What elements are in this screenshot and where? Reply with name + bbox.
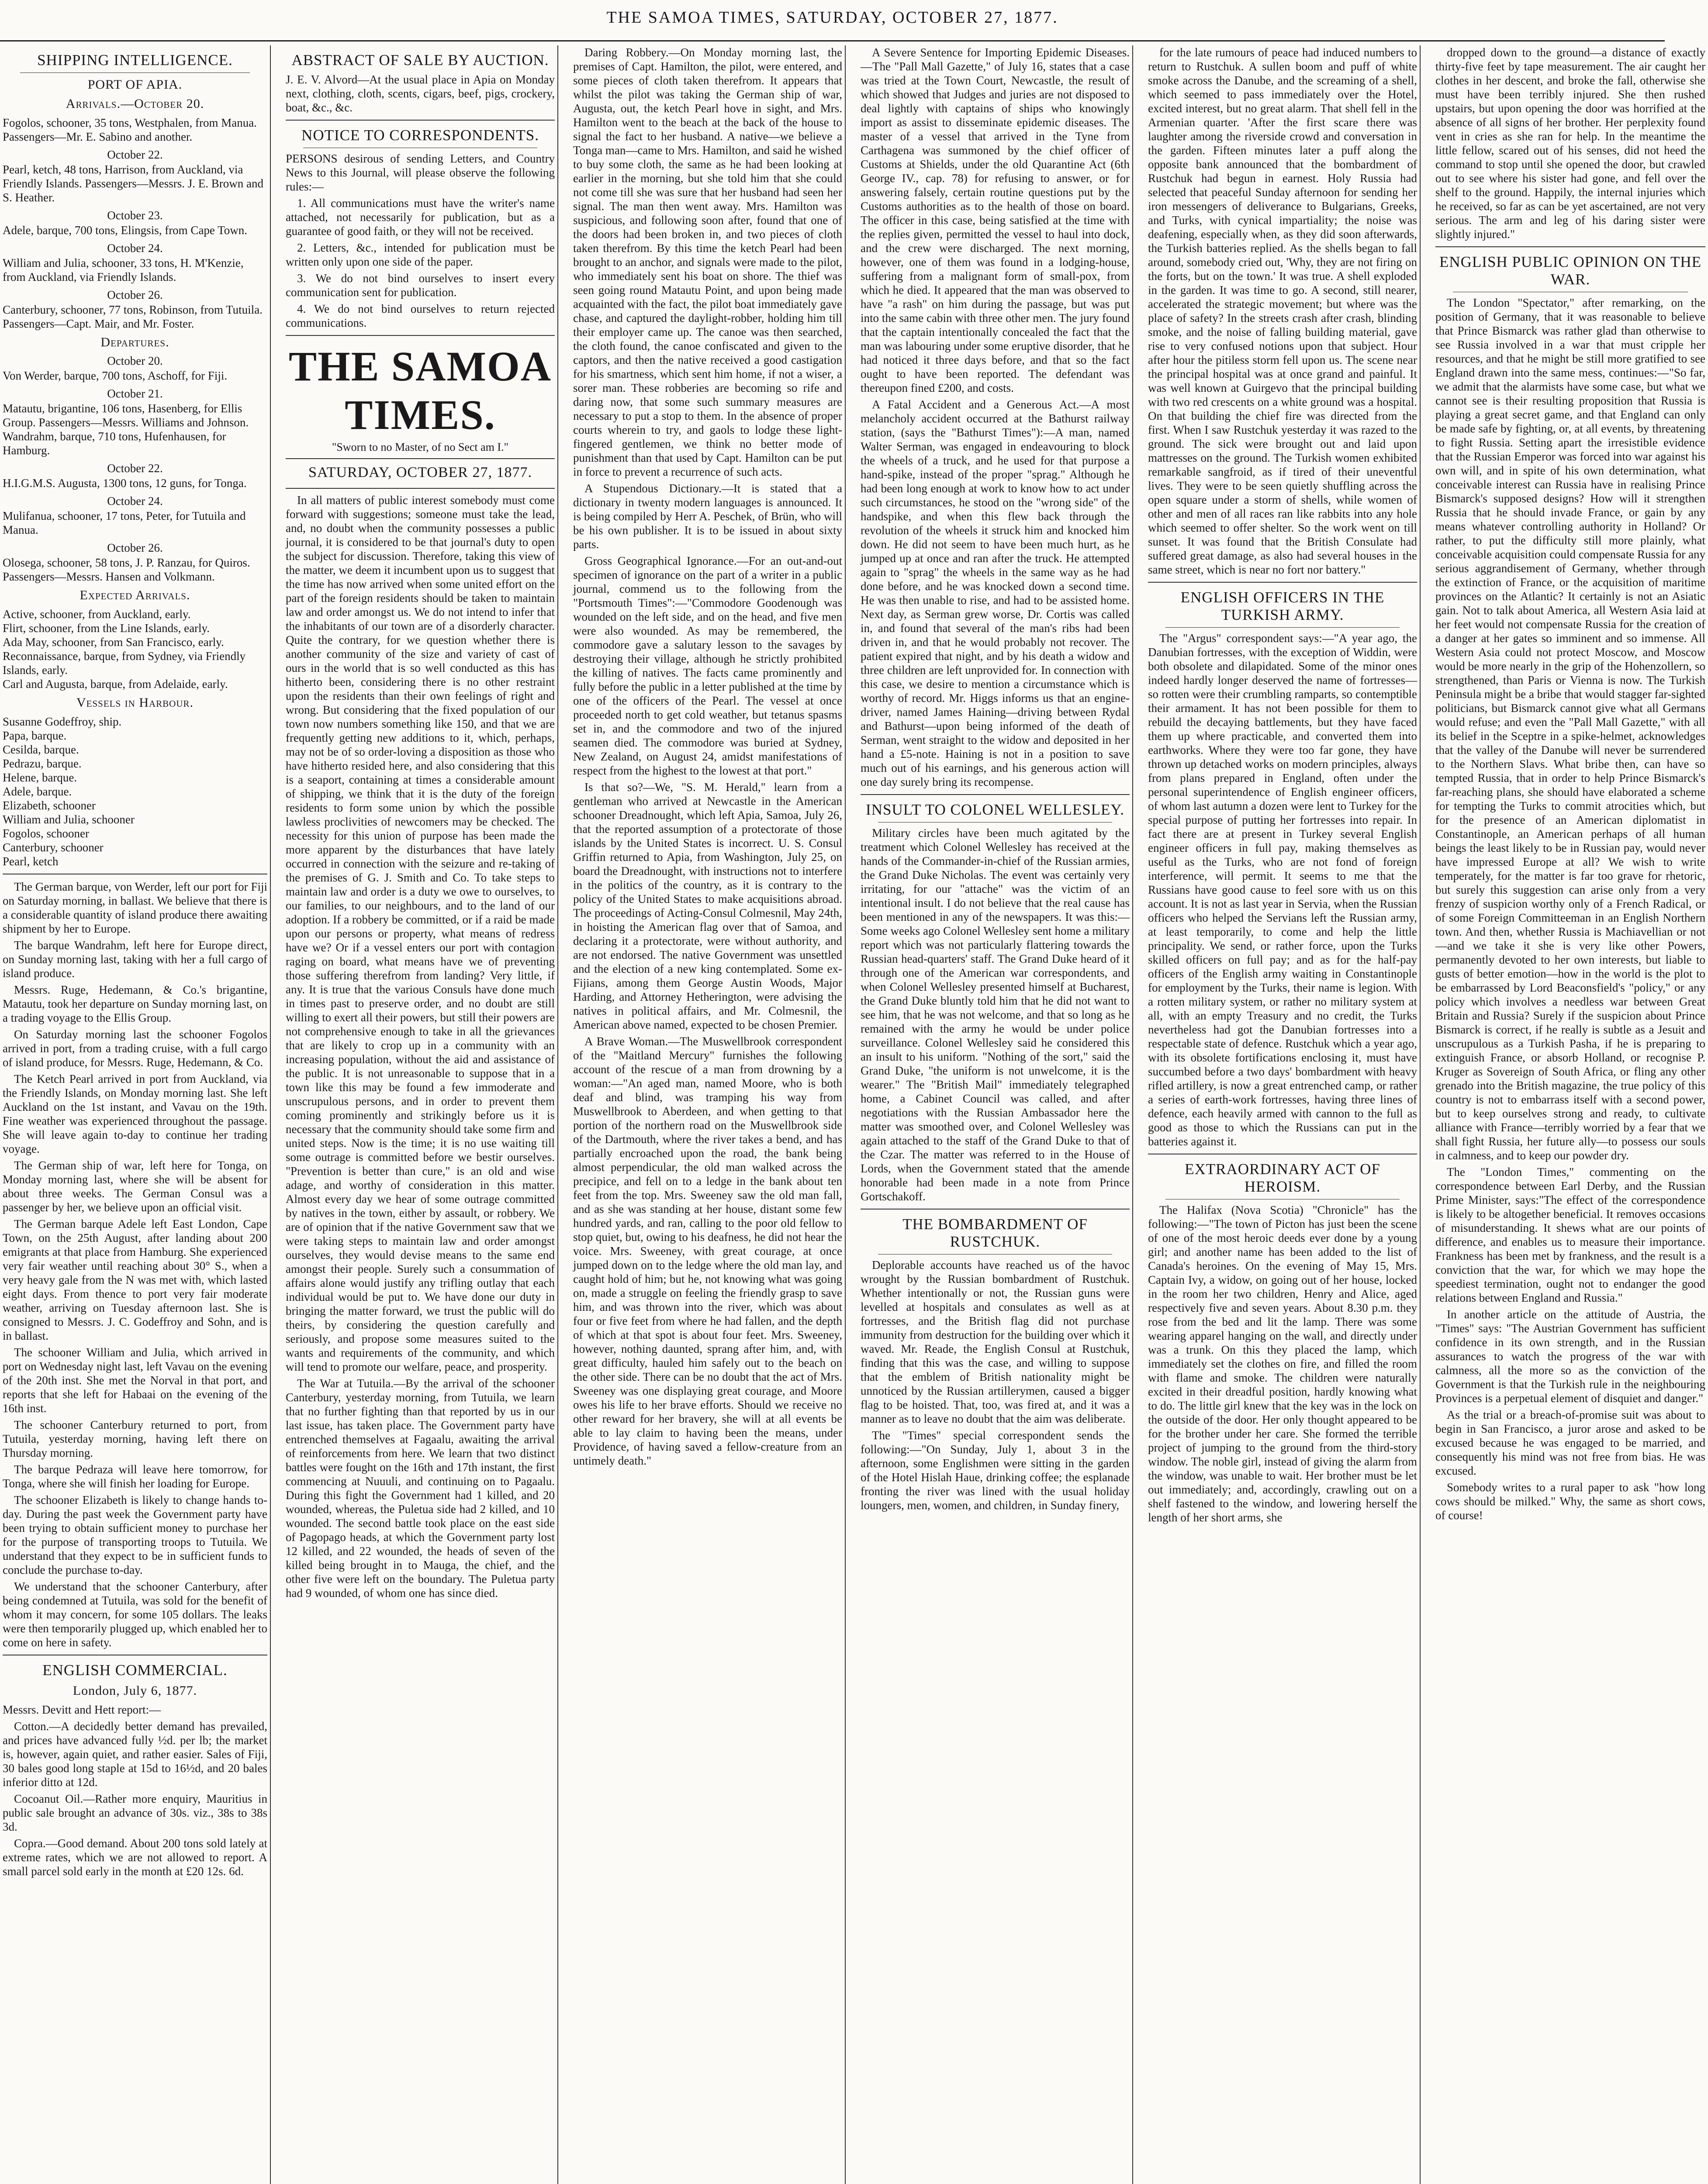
running-title: THE SAMOA TIMES, SATURDAY, OCTOBER 27, 1877.: [606, 8, 1058, 27]
column-5-articles: [1148, 45, 1417, 577]
arrival-entry: Canterbury, schooner, 77 tons, Robinson, from Tutuila. Passengers—Capt. Mair, and Mr. Foster.: [3, 303, 263, 330]
insult-article: [861, 826, 1130, 1203]
harbour-entry: Fogolos, schooner: [3, 827, 89, 840]
article-paragraph: Somebody writes to a rural paper to ask "how long cows should be milked." Why, the same as short cows, of course!: [1435, 1481, 1705, 1522]
harbour-list: [3, 715, 267, 868]
commercial-title: ENGLISH COMMERCIAL.: [42, 1662, 228, 1679]
article-paragraph: Gross Geographical Ignorance.—For an out-and-out specimen of ignorance on the part of a writer in a public journal, commend us to the following from the "Portsmouth Times":—"Commodore Goodenough was wounded on the left side, and on the head, and five men were also wounded. As may be remembered, the commodore gave a salutary lesson to the savages by destroying their village, although he strictly prohibited the killing of natives. The facts came prominently and fully before the public in a letter published at the time by one of the officers of the Pearl. The vessel at once proceeded north to get cold weather, but tetanus spasms set in, and the commodore and two of the injured seamen died. The commodore was buried at Sydney, New Zealand, on August 24, amidst manifestations of respect from the highest to the lowest at that port.": [573, 554, 842, 777]
article-paragraph: dropped down to the ground—a distance of exactly thirty-five feet by tape measurement. The air caught her clothes in her descent, and broke the fall, otherwise she must have been terribly injured. She then rushed upstairs, but upon opening the door was horrified at the absence of all signs of her brother. Her perplexity found vent in cries as she ran for help. In the meantime the little fellow, scared out of his senses, did not heed the command to stop until she opened the door, but crawled out to see where his sister had gone, and fell over the shelf to the ground. Happily, the internal injuries which he received, so far as can be yet ascertained, are not very serious. The arm and leg of his daring sister were slightly injured.": [1435, 46, 1705, 241]
expected-list: [3, 607, 267, 691]
news-paragraph: The barque Wandrahm, left here for Europe direct, on Sunday morning last, taking with her a full cargo of island produce.: [3, 939, 267, 980]
shipping-title: SHIPPING INTELLIGENCE.: [37, 52, 233, 69]
article-paragraph: for the late rumours of peace had induced numbers to return to Rustchuk. A sullen boom and puff of white smoke across the Danube, and the screaming of a shell, which seemed to pass immediately over the Hotel, excited interest, but no great alarm. That shell fell in the Armenian quarter. 'After the first scare there was laughter among the riverside crowd and conversation in the garden. Fifteen minutes later a puff along the opposite bank announced that the bombardment of Rustchuk had begun in earnest. Holy Russia had selected that peaceful Sunday afternoon for sending her iron messengers of deliverance to Bulgarians, Greeks, and Turks, with cynical impartiality; the noise was deafening, especially when, as they did soon afterwards, the Turkish batteries replied. As the shells began to fall around, somebody cried out, 'Why, they are not firing on the forts, but on the town.' It was true. A shell exploded in the garden. It was time to go. A second, still nearer, accelerated the strategic movement; but where was the place of safety? In the streets crash after crash, blinding smoke, and the noise of falling building material, gave rise to very confused notions upon that subject. Hour after hour the pitiless storm fell upon us. The scene near the principal hospital was at once grand and painful. It was well known at Guirgevo that the principal building with two red crescents on a white ground was a hospital. On that building the chief fire was directed from the first. When I saw Rustchuk yesterday it was razed to the ground. The sick were brought out and laid upon mattresses on the ground. The Turkish women exhibited remarkable sangfroid, as if tired of their uneventful lives. They were to be seen quietly shuffling across the open square under a storm of shells, while women of other and men of all races ran like rabbits into any hole which seemed to offer shelter. So the work went on till sunset. It was found that the British Consulate had suffered great damage, as also had several houses in the same street, which is near no fort nor battery.": [1148, 46, 1417, 576]
shipping-news: [3, 880, 267, 1649]
edition-date: SATURDAY, OCTOBER 27, 1877.: [308, 464, 532, 480]
article-paragraph: A Brave Woman.—The Muswellbrook correspondent of the "Maitland Mercury" furnishes the following account of the rescue of a man from drowning by a woman:—"An aged man, named Moore, who is both deaf and blind, was tramping his way from Muswellbrook to Aberdeen, and when getting to that portion of the northern road on the Muswellbrook side of the Dartmouth, where the river takes a bend, and has partially encroached upon the road, the bank being almost perpendicular, the old man walked across the precipice, and fell on to a ledge in the bank about ten feet from the top. Mrs. Sweeney saw the old man fall, and as she was standing at her house, distant some few hundred yards, and ran, calling to the poor old fellow to stop quiet, but, owing to his deafness, he did not hear the voice. Mrs. Sweeney, with great courage, at once jumped down on to the ledge where the old man lay, and caught hold of him; but he, not knowing what was going on, made a struggle on feeling the friendly grasp to save him, and was thrown into the river, which was about four or five feet from where he had fallen, and the depth of which at that spot is about four feet. Mrs. Sweeney, however, nothing daunted, sprang after him, and, with great difficulty, hauled him safely out to the beach on the other side. There can be no doubt that the act of Mrs. Sweeney was one displaying great courage, and Moore owes his life to her brave efforts. Should we receive no other reward for her bravery, she will at all events be able to lay claim to having been the means, under Providence, of having saved a fellow-creature from an untimely death.": [573, 1035, 842, 1467]
harbour-entry: Elizabeth, schooner: [3, 799, 96, 812]
article-paragraph: A Stupendous Dictionary.—It is stated that a dictionary in twenty modern languages is announced. It is being compiled by Herr A. Peschek, of Brün, who will be his own publisher. It is to be issued in about sixty parts.: [573, 482, 842, 551]
divider: [1148, 582, 1417, 583]
column-4-articles: [861, 45, 1130, 789]
harbour-entry: Pedrazu, barque.: [3, 757, 82, 770]
notice-rule: 1. All communications must have the writer's name attached, not necessarily for publication, but as a guarantee of good faith, or they will not be received.: [286, 197, 555, 238]
insult-title: INSULT TO COLONEL WELLESLEY.: [866, 801, 1124, 818]
editorial-paragraph: In all matters of public interest somebody must come forward with suggestions; someone must take the lead, and, no doubt when the community possesses a public journal, it is considered to be that journal's duty to open the subject for discussion. Therefore, taking this view of the matter, we deem it incumbent upon us to suggest that the time has now arrived when some united effort on the part of the foreign residents should be taken to maintain law and order amongst us. We do not intend to infer that the inhabitants of our town are of a disorderly character. Quite the contrary, for we question whether there is another community of the size and variety of cast of ours in the world that is so well conducted as this has hitherto been, considering there is no other restraint upon the residents than their own feelings of right and wrong. But considering that the fixed population of our town now numbers something like 150, and that we are frequently getting new additions to it, which, perhaps, may not be of so order-loving a disposition as those who have hitherto resided here, and also considering that this is a seaport, containing at times a considerable amount of shipping, we think that it is the duty of the foreign residents to form some union by which the possible lawless proclivities of newcomers may be checked. The necessity for this union of purpose has been made the more apparent by the disturbances that have lately occurred in connection with the seizure and re-taking of the premises of G. J. Smith and Co. To take steps to maintain law and order is a duty we owe to ourselves, to our families, to our neighbours, and to the land of our adoption. If a robbery be committed, or if a raid be made upon our persons or property, what means of redress have we? Or if a vessel enters our port with contagion raging on board, what means have we of preventing those suffering therefrom from landing? Very little, if any. It is true that the various Consuls have done much in times past to preserve order, and no doubt are still willing to exert all their powers, but still their powers are not comprehensive enough to take in all the grievances that are likely to crop up in a community with an increasing population, without the aid and assistance of the public. It is not unreasonable to suppose that in a town like this may be found a few immoderate and unscrupulous persons, and in order to prevent them coming prominently and strikingly before us it is necessary that the community should take some firm and united steps. Now is the time; it is no use waiting till some outrage is committed before we bestir ourselves. "Prevention is better than cure," is an old and wise adage, and worthy of consideration in this matter. Almost every day we hear of some outrage committed by natives in the town, either by assault, or robbery. We are of opinion that if the native Government saw that we were taking steps to maintain law and order amongst ourselves, they would devise means to the same end amongst their people. Surely such a consummation of affairs alone would justify any trifling outlay that each individual would be put to. We have done our duty in bringing the matter forward, we trust the public will do theirs, by considering the question carefully and seriously, and propose some measures suited to the wants and requirements of the community, and which will tend to promote our welfare, peace, and prosperity.: [286, 494, 555, 1373]
expected-entry: Active, schooner, from Auckland, early.: [3, 608, 191, 621]
port-title: PORT OF APIA.: [87, 77, 183, 92]
opinion-title: ENGLISH PUBLIC OPINION ON THE WAR.: [1439, 253, 1701, 288]
notice-rules: [286, 196, 555, 330]
departure-entry: Matautu, brigantine, 106 tons, Hasenberg, for Ellis Group. Passengers—Messrs. Williams and Johnson.: [3, 402, 249, 429]
article-paragraph: Daring Robbery.—On Monday morning last, the premises of Capt. Hamilton, the pilot, were entered, and some pieces of cloth taken therefrom. It appears that whilst the pilot was taking the German ship of war, Augusta, out, the ketch Pearl hove in sight, and Mrs. Hamilton went to the beach at the back of the house to signal the fact to her husband. A native—we believe a Tonga man—came to Mrs. Hamilton, and said he wished to buy some cloth, the same as he had been looking at earlier in the morning, but she told him that she could not come till she was sure that her husband had seen her signal. The man then went away. Mrs. Hamilton was suspicious, and following soon after, found that one of the doors had been broken in, and two pieces of cloth taken therefrom. By this time the ketch Pearl had been brought to an anchor, and signals were made to the pilot, who immediately sent his boat on shore. The thief was seen going round Matautu Point, and upon being made acquainted with the fact, the pilot boat immediately gave chase, and captured the daylight-robber, holding him till their employer came up. The canoe was then searched, the cloth found, the canoe confiscated and given to the captors, and then the native received a good castigation for his smartness, which sent him home, if not a wiser, a sorer man. These robberies are becoming so rife and daring now, that some such summary measures are necessary to put a stop to them. In the absence of proper courts wherein to try, and gaols to lodge these light-fingered gentlemen, we think no better mode of punishment than that used by Capt. Hamilton can be put in force to prevent a recurrence of such acts.: [573, 46, 842, 478]
motto: "Sworn to no Master, of no Sect am I.": [332, 441, 509, 453]
article-paragraph: A Fatal Accident and a Generous Act.—A most melancholy accident occurred at the Bathurst railway station, (says the "Bathurst Times"):—A man, named Walter Serman, was engaged in endeavouring to block the wheels of a truck, and he used for that purpose a hand-spike, instead of the proper "sprag." Although he had been long enough at work to know how to act under such circumstances, he stood on the "wrong side" of the handspike, and when this flew back through the revolution of the wheels it struck him and knocked him down. He did not seem to have been much hurt, as he jumped up at once and ran after the truck. He attempted again to "sprag" the wheels in the same way as he had done before, and he was knocked down a second time. He was then unable to rise, and had to be assisted home. Next day, as Serman grew worse, Dr. Cortis was called in, and found that several of the man's ribs had been driven in, and that he would probably not recover. The patient expired that night, and by his death a widow and three children are left unprovided for. In connection with this case, we desire to mention a circumstance which is worthy of record. Mr. Higgs informs us that an engine-driver, named James Haining—driving between Rydal and Bathurst—upon being informed of the death of Serman, went straight to the widow and deposited in her hand a £5-note. Haining is not in a position to save much out of his earnings, and his generous action will one day surely bring its recompense.: [861, 398, 1130, 788]
news-paragraph: The German barque, von Werder, left our port for Fiji on Saturday morning, in ballast. We believe that there is a considerable quantity of island produce there awaiting shipment by her to Europe.: [3, 880, 267, 935]
news-paragraph: The schooner Canterbury returned to port, from Tutuila, yesterday morning, having left there on Thursday morning.: [3, 1418, 267, 1459]
divider: [1435, 246, 1705, 247]
arrivals-label: Arrivals.—October 20.: [66, 97, 204, 111]
divider: [286, 120, 555, 121]
arrival-entry: Adele, barque, 700 tons, Elingsis, from Cape Town.: [3, 224, 248, 237]
editorial: [286, 493, 555, 1600]
article-paragraph: The Halifax (Nova Scotia) "Chronicle" has the following:—"The town of Picton has just been the scene of one of the most heroic deeds ever done by a young girl; and another name has been added to the list of Canada's heroines. On the evening of May 15, Mrs. Captain Ivy, a widow, on going out of her house, locked in the room her two children, Henry and Alice, aged respectively five and seven years. About 8.30 p.m. they rose from the bed and lit the lamp. There was some wearing apparel hanging on the wall, and directly under was a trunk. On this they placed the lamp, which immediately set the clothes on fire, and filled the room with flame and smoke. The children were naturally excited in their dreadful position, hardly knowing what to do. The little girl knew that the key was in the lock on the outside of the door. Her only thought appeared to be for the brother under her care. She formed the terrible project of jumping to the ground from the third-story window. The noble girl, instead of giving the alarm from the window, was unable to wait. Her brother must be let out immediately; and, accordingly, crawling out on a shelf fastened to the window, and lowering herself the length of her short arms, she: [1148, 1203, 1417, 1524]
harbour-entry: Adele, barque.: [3, 785, 72, 798]
date-heading: October 22.: [107, 148, 163, 161]
expected-entry: Reconnaissance, barque, from Sydney, via Friendly Islands, early.: [3, 650, 246, 677]
officers-title: ENGLISH OFFICERS IN THE TURKISH ARMY.: [1180, 589, 1385, 623]
notice-rule: 2. Letters, &c., intended for publication must be written only upon one side of the paper.: [286, 241, 555, 268]
bombard-article: [861, 1258, 1130, 1512]
officers-article: [1148, 631, 1417, 1148]
departure-entry: Von Werder, barque, 700 tons, Aschoff, for Fiji.: [3, 369, 228, 382]
harbour-entry: William and Julia, schooner: [3, 813, 135, 826]
harbour-entry: Canterbury, schooner: [3, 841, 104, 854]
expected-entry: Ada May, schooner, from San Francisco, early.: [3, 636, 224, 649]
news-paragraph: The schooner William and Julia, which arrived in port on Wednesday night last, left Vavau on the evening of the 20th inst. She met the Norval in that port, and reports that she left for Habaai on the evening of the 16th inst.: [3, 1346, 267, 1415]
news-paragraph: The barque Pedraza will leave here tomorrow, for Tonga, where she will finish her loading for Europe.: [3, 1463, 267, 1490]
news-paragraph: Messrs. Ruge, Hedemann, & Co.'s brigantine, Matautu, took her departure on Sunday morning last, on a trading voyage to the Ellis Group.: [3, 983, 267, 1024]
harbour-entry: Susanne Godeffroy, ship.: [3, 715, 122, 728]
date-heading: October 26.: [107, 541, 163, 554]
sale-text: J. E. V. Alvord—At the usual place in Apia on Monday next, clothing, cloth, scents, cigars, beef, pigs, crockery, boat, &c., &c.: [286, 73, 555, 114]
editorial-paragraph: The War at Tutuila.—By the arrival of the schooner Canterbury, yesterday morning, from Tutuila, we learn that no further fighting than that reported by us in our last issue, has taken place. The Government party have entrenched themselves at Fagaalu, awaiting the arrival of reinforcements from here. We learn that two distinct battles were fought on the 16th and 17th instant, the first commencing at Nuuuli, and continuing on to Pagaalu. During this fight the Government had 1 killed, and 20 wounded, whereas, the Puletua side had 2 killed, and 10 wounded. The second battle took place on the east side of Pagopago heads, at which the Government party lost 12 killed, and 22 wounded, the heads of seven of the killed being brought in to Mauga, the chief, and the other five were left on the boundary. The Puletua party had 9 wounded, of whom one has since died.: [286, 1377, 555, 1600]
expected-entry: Carl and Augusta, barque, from Adelaide, early.: [3, 677, 228, 691]
news-paragraph: The German barque Adele left East London, Cape Town, on the 25th August, after landing about 200 emigrants at that place from Hamburg. She experienced very fair weather until reaching about 30° S., when a very heavy gale from the N was met with, which lasted eight days. From thence to port very fair moderate weather, arriving on Tuesday afternoon last. She is consigned to Messrs. J. C. Godeffroy and Sohn, and is in ballast.: [3, 1217, 267, 1342]
harbour-entry: Pearl, ketch: [3, 855, 59, 868]
article-paragraph: Deplorable accounts have reached us of the havoc wrought by the Russian bombardment of Rustchuk. Whether intentionally or not, the Russian guns were levelled at hospitals and consulates as well as at fortresses, and the British flag did not purchase immunity from destruction for the building over which it waved. Mr. Reade, the English Consul at Rustchuk, finding that this was the case, and willing to suppose that the emblem of British nationality might be unnoticed by the Russian artillerymen, caused a bigger flag to be hoisted. That, too, was fired at, and it was a manner as to leave no doubt that the aim was deliberate.: [861, 1258, 1130, 1425]
arrival-entry: William and Julia, schooner, 33 tons, H. M'Kenzie, from Auckland, via Friendly Islands.: [3, 256, 244, 283]
notice-rule: 3. We do not bind ourselves to insert every communication sent for publication.: [286, 272, 555, 299]
column-3: [570, 45, 846, 2184]
news-paragraph: We understand that the schooner Canterbury, after being condemned at Tutuila, was sold for the benefit of whom it may concern, for some 105 dollars. The leaks were then temporarily plugged up, which enabled her to come on here in safety.: [3, 1580, 267, 1649]
bombard-title: THE BOMBARDMENT OF RUSTCHUK.: [902, 1216, 1088, 1250]
divider: [286, 335, 555, 336]
heroism-title: EXTRAORDINARY ACT OF HEROISM.: [1185, 1161, 1380, 1195]
top-rule: [0, 40, 1665, 41]
column-6-articles: [1435, 45, 1705, 241]
date-heading: October 24.: [107, 242, 163, 255]
date-heading: October 22.: [107, 462, 163, 475]
column-1: [0, 45, 271, 2184]
article-paragraph: In another article on the attitude of Austria, the "Times" says: "The Austrian Government has sufficient confidence in its own strength, and in the Russian assurances to watch the progress of the war with calmness, all the more so as the conviction of the Government is that the Turkish rule in the neighbouring Provinces is a perpetual element of disquiet and danger.": [1435, 1308, 1705, 1405]
column-5: [1145, 45, 1421, 2184]
departures-list: [3, 354, 267, 584]
sale-title: ABSTRACT OF SALE BY AUCTION.: [291, 52, 549, 69]
article-paragraph: Is that so?—We, "S. M. Herald," learn from a gentleman who arrived at Newcastle in the American schooner Dreadnought, which left Apia, Samoa, July 26, that the reported assumption of a protectorate of those islands by the United States is incorrect. U. S. Consul Griffin returned to Apia, from Washington, July 25, on board the Dreadnought, with instructions not to interfere in the politics of the country, as it is contrary to the policy of the United States to make acquisitions abroad. The proceedings of Acting-Consul Colmesnil, May 24th, in hoisting the American flag over that of Samoa, and declaring it a protectorate, were without authority, and are not endorsed. The native Government was unsettled and the election of a new king contemplated. Some ex-Fijians, among them George Austin Woods, Major Harding, and Attorney Hetherington, were advising the natives in political affairs, and Mr. Colmesnil, the American above named, expected to be chosen Premier.: [573, 781, 842, 1031]
column-3-articles: [573, 45, 842, 1468]
date-heading: October 24.: [107, 494, 163, 508]
article-paragraph: The "Argus" correspondent says:—"A year ago, the Danubian fortresses, with the exception of Widdin, were both obsolete and dilapidated. Some of the minor ones indeed hardly longer deserved the name of fortresses—so rotten were their crumbling ramparts, so contemptible their armament. It has not been possible for them to rebuild the decaying battlements, but they have faced them up where practicable, and converted them into earthworks. Where they were too far gone, they have thrown up detached works on modern principles, always from plans prepared in England, often under the personal superintendence of English engineer officers, of whom last autumn a dozen were lent to Turkey for the special purpose of putting her fortresses into repair. In fact there are at present in Turkey several English engineer officers in full pay, making themselves as useful as the Turks, who are not fond of foreign interference, will permit. It seems to me that the Russians have good cause to feel sore with us on this account. It is not as last year in Servia, when the Russian officers who helped the Servians left the Russian army, at least temporarily, to come and help the little principality. We send, or rather force, upon the Turks skilled officers on full pay; and as for the half-pay officers of the English army waiting in Constantinople for employment by the Turks, their name is legion. With a rotten military system, or rather no military system at all, with an empty Treasury and no credit, the Turks nevertheless had got the Danubian fortresses into a respectable state of defence. Rustchuk which a year ago, with its obsolete fortifications enclosing it, must have succumbed before a two days' bombardment with heavy rifled artillery, is now a great entrenched camp, or rather a series of earth-work fortresses, having three lines of defence, each heavily armed with cannon to the full as good as those to which the Russians can put in the batteries against it.: [1148, 632, 1417, 1148]
expected-entry: Flirt, schooner, from the Line Islands, early.: [3, 622, 210, 635]
article-paragraph: Military circles have been much agitated by the treatment which Colonel Wellesley has received at the hands of the Commander-in-chief of the Russian armies, the Grand Duke Nicholas. The event was certainly very irritating, for our "attache" was the victim of an intentional insult. I do not believe that the real cause has been mentioned in any of the newspapers. It was this:—Some weeks ago Colonel Wellesley sent home a military report which was not particularly flattering towards the Russian head-quarters' staff. The Grand Duke heard of it through one of the American war correspondents, and when Colonel Wellesley presented himself at Bucharest, the Grand Duke bluntly told him that he did not want to see him, that he was not welcome, and that so long as he remained with the army he would be under police surveillance. Colonel Wellesley said he considered this an insult to his uniform. "Nothing of the sort," said the Grand Duke, "the uniform is not unwelcome, it is the wearer." The "British Mail" immediately telegraphed home, a Cabinet Council was called, and after negotiations with the Russian Ambassador here the matter was smoothed over, and Colonel Wellesley was again attached to the staff of the Grand Duke to that of the Czar. The matter was referred to in the House of Lords, when the Government stated that the amende honorable had been made in a note from Prince Gortschakoff.: [861, 826, 1130, 1203]
departures-label: Departures.: [100, 335, 169, 349]
news-paragraph: The German ship of war, left here for Tonga, on Monday morning last, where she will be absent for about three weeks. The German Consul was a passenger by her, we believe upon an official visit.: [3, 1159, 267, 1214]
paper-name: THE SAMOA TIMES.: [288, 343, 552, 438]
departure-entry: Mulifanua, schooner, 17 tons, Peter, for Tutuila and Manua.: [3, 509, 246, 536]
arrival-entry: Fogolos, schooner, 35 tons, Westphalen, from Manua. Passengers—Mr. E. Sabino and another.: [3, 116, 257, 143]
departure-entry: H.I.G.M.S. Augusta, 1300 tons, 12 guns, for Tonga.: [3, 477, 247, 490]
columns: [0, 45, 1705, 2184]
commercial-paragraph: Copra.—Good demand. About 200 tons sold lately at extreme rates, which we are not allowed to report. A small parcel sold early in the month at £20 12s. 6d.: [3, 1837, 267, 1878]
heroism-article: [1148, 1203, 1417, 1524]
arrival-entry: Pearl, ketch, 48 tons, Harrison, from Auckland, via Friendly Islands. Passengers—Messrs. J. E. Brown and S. Heather.: [3, 163, 263, 204]
news-paragraph: On Saturday morning last the schooner Fogolos arrived in port, from a trading cruise, with a full cargo of island produce, for Messrs. Ruge, Hedemann, & Co.: [3, 1028, 267, 1069]
column-2: [283, 45, 558, 2184]
expected-label: Expected Arrivals.: [80, 588, 190, 602]
notice-text: PERSONS desirous of sending Letters, and Country News to this Journal, will please observe the following rules:—: [286, 152, 555, 193]
arrivals-list: [3, 116, 267, 331]
commercial-paragraph: Cotton.—A decidedly better demand has prevailed, and prices have advanced fully ½d. per lb; the market is, however, again quiet, and rather easier. Sales of Fiji, 30 bales good long staple at 15d to 16½d, and 20 bales inferior ditto at 12d.: [3, 1720, 267, 1789]
commercial-from: Messrs. Devitt and Hett report:—: [3, 1703, 161, 1716]
harbour-entry: Cesilda, barque.: [3, 743, 79, 756]
divider: [861, 794, 1130, 795]
news-paragraph: The Ketch Pearl arrived in port from Auckland, via the Friendly Islands, on Monday morning last. She left Auckland on the 1st instant, and Vavau on the 19th. Fine weather was experienced throughout the passage. She will leave again to-day to continue her trading voyage.: [3, 1072, 267, 1155]
commercial-dateline: London, July 6, 1877.: [73, 1683, 197, 1698]
harbour-entry: Helene, barque.: [3, 771, 77, 784]
news-paragraph: The schooner Elizabeth is likely to change hands to-day. During the past week the Government party have been trying to obtain sufficient money to purchase her for the purpose of transporting troops to Tutuila. We understand that they expect to be in sufficient funds to conclude the purchase to-day.: [3, 1493, 267, 1576]
divider: [1165, 627, 1400, 628]
article-paragraph: A Severe Sentence for Importing Epidemic Diseases.—The "Pall Mall Gazette," of July 16, states that a case was tried at the Town Court, Newcastle, the result of which showed that Judges and juries are not disposed to deal lightly with captains of ships who knowingly import as assist to disseminate epidemic diseases. The master of a vessel that arrived in the Tyne from Carthagena was summoned by the chief officer of Customs at Shields, under the old Quarantine Act (6th George IV., cap. 78) for refusing to answer, or for answering falsely, certain routine questions put by the Customs authorities as to the health of those on board. The officer in this case, being satisfied at the time with the replies given, permitted the vessel to haul into dock, and the crew were discharged. The next morning, however, one of them was found in a lodging-house, suffering from a malignant form of small-pox, from which he died. It appeared that the man was observed to have "a rash" on him during the passage, but was put into the same cabin with three other men. The jury found that the captain intentionally concealed the fact that the man was labouring under some eruptive disorder, that he had noticed it three days before, and that so the fact ought to have been reported. The defendant was thereupon fined £200, and costs.: [861, 46, 1130, 394]
column-6: [1433, 45, 1708, 2184]
date-heading: October 26.: [107, 288, 163, 301]
harbour-entry: Papa, barque.: [3, 729, 67, 742]
date-heading: October 20.: [107, 354, 163, 367]
article-paragraph: The London "Spectator," after remarking, on the position of Germany, that it was reasonable to believe that Prince Bismarck was rather glad than otherwise to see Russia involved in a war that must cripple her resources, and that he might be still more gratified to see England drawn into the same mess, continues:—"So far, we admit that the alarmists have some case, but what we cannot see is their resulting proposition that Russia is playing a great secret game, and that England can only be made safe by fighting, or, at all events, by threatening to fight Russia. Setting apart the irresistible evidence that the Russian Emperor was forced into war against his own will, and in spite of his own determination, what conceivable interest can Russia have in realising Prince Bismarck's supposed designs? How will it strengthen Russia that he should invade France, or gain by any means whatever controlling authority in Holland? Or rather, to put the difficulty still more plainly, what conceivable acquisition could compensate Russia for any serious aggrandisement of Germany, whether through the extinction of France, or the acquisition of maritime provinces on the Atlantic? It certainly is not an Asiatic gain. Not to talk about America, all Western Asia laid at her feet would not compensate Russia for the creation of a danger at her gates so imminent and so immense. All Western Asia could not protect Moscow, and Moscow would be more nearly in the grip of the Hohenzollern, so strengthened, than Paris or Vienna is now. The Turkish Peninsula might be a bribe that would stagger far-sighted politicians, but Bismarck cannot give what all Germans would refuse; and even the "Pall Mall Gazette," with all its belief in the Sceptre in a spike-helmet, acknowledges that the valley of the Danube will never be surrendered to the Northern Slavs. What bribe then, can have so tempted Russia, that in order to help Prince Bismarck's far-reaching plans, she should have elaborated a scheme for tempting the Turks to commit atrocities which, but for the presence of an American diplomatist in Constantinople, an American perhaps of all human beings the least likely to be in Russian pay, would never have impressed Europe at all? We wish to write temperately, for the matter is far too grave for rhetoric, but surely this suggestion can arise only from a very frenzy of suspicion worthy only of a French Radical, or of some Foreign Committeeman in an English Northern town. And then, whether Russia is Machiavellian or not—and we take it she is very like other Powers, permanently devoted to her own interests, but liable to gusts of better emotion—how in the world is the plot to be embarrassed by Lord Beaconsfield's "policy," or any policy which involves a needless war between Great Britain and Russia? Surely if the suspicion about Prince Bismarck is correct, if he really is subtle as a Jesuit and unscrupulous as a Turkish Pasha, if he is preparing to extinguish France, or absorb Holland, or recognise P. Kruger as Sovereign of South Africa, or fling any other grenado into the British magazine, the true policy of this country is not to embarrass itself with a second power, but to keep ourselves strong and ready, to cultivate alliance with France—terribly worried by a fear that we shall fight Russia, her future ally—to possess our souls in calmness, and to keep our powder dry.: [1435, 296, 1705, 1162]
column-4: [858, 45, 1133, 2184]
article-paragraph: As the trial or a breach-of-promise suit was about to begin in San Francisco, a juror arose and asked to be excused because he was engaged to be married, and consequently his mind was not free from bias. He was excused.: [1435, 1408, 1705, 1477]
departure-entry: Wandrahm, barque, 710 tons, Hufenhausen, for Hamburg.: [3, 430, 226, 457]
commercial-paragraph: Cocoanut Oil.—Rather more enquiry, Mauritius in public sale brought an advance of 30s. viz., 38s to 38s 3d.: [3, 1792, 267, 1833]
notice-rule: 4. We do not bind ourselves to return rejected communications.: [286, 302, 555, 329]
article-paragraph: The "London Times," commenting on the correspondence between Earl Derby, and the Russian Prime Minister, says:"The effect of the correspondence is likely to be altogether beneficial. It removes occasions of misunderstanding. It shews what are our points of difference, and enables us to measure their importance. Frankness has been met by frankness, and the result is a conviction that the war, for which we may hope the speediest termination, ought not to endanger the good relations between England and Russia.": [1435, 1165, 1705, 1304]
article-paragraph: The "Times" special correspondent sends the following:—"On Sunday, July 1, about 3 in the afternoon, some Englishmen were sitting in the garden of the Hotel Hislah Haue, drinking coffee; the esplanade fronting the river was lined with the usual holiday loungers, men, women, and children, in Sunday finery,: [861, 1429, 1130, 1512]
notice-title: NOTICE TO CORRESPONDENTS.: [301, 127, 539, 144]
harbour-label: Vessels in Harbour.: [76, 695, 194, 710]
date-heading: October 23.: [107, 209, 163, 222]
commercial-report: [3, 1719, 267, 1878]
opinion-article: [1435, 296, 1705, 1522]
departure-entry: Olosega, schooner, 58 tons, J. P. Ranzau, for Quiros. Passengers—Messrs. Hansen and Volkmann.: [3, 556, 250, 583]
date-heading: October 21.: [107, 387, 163, 400]
